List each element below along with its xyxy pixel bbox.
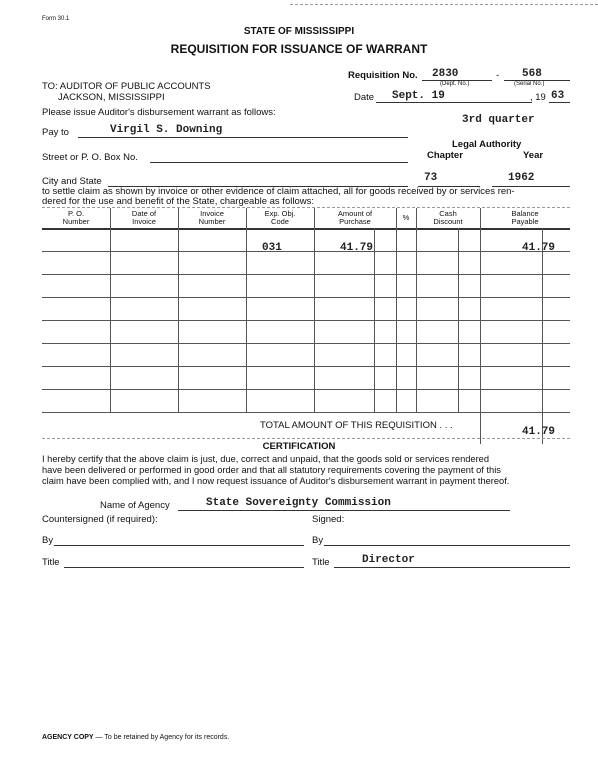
signed-title-value: Director bbox=[362, 554, 415, 566]
signed-label: Signed: bbox=[312, 514, 345, 525]
street-line bbox=[150, 162, 408, 163]
serial-no-value: 568 bbox=[522, 68, 542, 80]
col-balance-header: Balance Payable bbox=[511, 209, 539, 226]
year-line bbox=[549, 102, 570, 103]
street-label: Street or P. O. Box No. bbox=[42, 152, 138, 163]
form-title: REQUISITION FOR ISSUANCE OF WARRANT bbox=[170, 42, 428, 56]
instruction-text: Please issue Auditor's disbursement warrant as follows: bbox=[42, 107, 276, 118]
footer-text: — To be retained by Agency for its records. bbox=[93, 734, 230, 741]
year-prefix: , 19 bbox=[530, 92, 546, 103]
col-po-header: P. O. Number bbox=[62, 209, 90, 226]
row-1-balance: 41.79 bbox=[522, 242, 556, 254]
date-line bbox=[376, 102, 532, 103]
pay-to-line bbox=[78, 137, 408, 138]
countersign-by-line bbox=[54, 545, 304, 546]
settle-text-line-1: to settle claim as shown by invoice or other evidence of claim attached, all for goods received by or services ren- bbox=[42, 186, 515, 197]
col-pct-header: % bbox=[402, 213, 410, 222]
date-value: Sept. 19 bbox=[392, 90, 445, 102]
serial-no-caption: (Serial No.) bbox=[514, 81, 545, 87]
legal-year-value: 1962 bbox=[508, 172, 535, 184]
total-label: TOTAL AMOUNT OF THIS REQUISITION . . . bbox=[260, 420, 453, 431]
countersigned-label: Countersigned (if required): bbox=[42, 514, 158, 525]
col-amount-header: Amount of Purchase bbox=[337, 209, 373, 226]
certification-line-1: I hereby certify that the above claim is just, due, correct and unpaid, that the goods sold or services rendered bbox=[42, 454, 490, 464]
date-label: Date bbox=[354, 92, 375, 103]
col-invoice-header: Invoice Number bbox=[198, 209, 226, 226]
quarter-note: 3rd quarter bbox=[462, 114, 535, 126]
top-perforation bbox=[290, 4, 598, 5]
form-number: Form 30.1 bbox=[42, 16, 70, 22]
row-1-expobj: 031 bbox=[262, 242, 282, 254]
total-value: 41.79 bbox=[522, 426, 556, 438]
signed-by-line bbox=[324, 545, 570, 546]
dept-no-value: 2830 bbox=[432, 68, 459, 80]
requisition-dash: - bbox=[496, 70, 500, 81]
col-date-header: Date of Invoice bbox=[131, 209, 157, 226]
dept-no-caption: (Dept. No.) bbox=[440, 81, 470, 87]
countersign-title-label: Title bbox=[42, 557, 60, 568]
chapter-label: Chapter bbox=[427, 150, 463, 161]
legal-year-label: Year bbox=[523, 150, 544, 161]
countersign-title-line bbox=[64, 567, 304, 568]
to-line-2: JACKSON, MISSISSIPPI bbox=[58, 92, 165, 103]
countersign-by-label: By bbox=[42, 535, 54, 546]
certification-title: CERTIFICATION bbox=[262, 441, 336, 452]
state-heading: STATE OF MISSISSIPPI bbox=[243, 26, 355, 37]
total-rule bbox=[42, 438, 570, 439]
requisition-label: Requisition No. bbox=[348, 70, 418, 81]
pay-to-label: Pay to bbox=[42, 127, 69, 138]
footer-note bbox=[42, 734, 229, 741]
footer-copy-type: AGENCY COPY bbox=[42, 734, 94, 741]
signed-title-label: Title bbox=[312, 557, 330, 568]
certification-line-3: claim have been complied with, and I now request issuance of Auditor's disbursement warrant in payment thereof. bbox=[42, 476, 510, 486]
city-label: City and State bbox=[42, 176, 102, 187]
to-line-1: TO: AUDITOR OF PUBLIC ACCOUNTS bbox=[42, 81, 211, 92]
header-rule bbox=[42, 228, 570, 230]
certification-line-2: have been delivered or performed in good order and that all statutory requirements covering the payment of this bbox=[42, 465, 501, 475]
settle-text-line-2: dered for the use and benefit of the State, chargeable as follows: bbox=[42, 196, 314, 207]
pay-to-value: Virgil S. Downing bbox=[110, 124, 223, 136]
signed-title-line bbox=[334, 567, 570, 568]
table-top-border bbox=[42, 207, 570, 208]
row-1-amount: 41.79 bbox=[340, 242, 374, 254]
col-expobj-header: Exp. Obj. Code bbox=[264, 209, 296, 226]
col-cash-header: Cash Discount bbox=[433, 209, 463, 226]
agency-line bbox=[178, 510, 510, 511]
chapter-value: 73 bbox=[424, 172, 438, 184]
agency-label: Name of Agency bbox=[100, 500, 170, 511]
signed-by-label: By bbox=[312, 535, 324, 546]
agency-value: State Sovereignty Commission bbox=[206, 497, 391, 509]
year-value: 63 bbox=[551, 90, 565, 102]
legal-authority-label: Legal Authority bbox=[452, 139, 522, 150]
